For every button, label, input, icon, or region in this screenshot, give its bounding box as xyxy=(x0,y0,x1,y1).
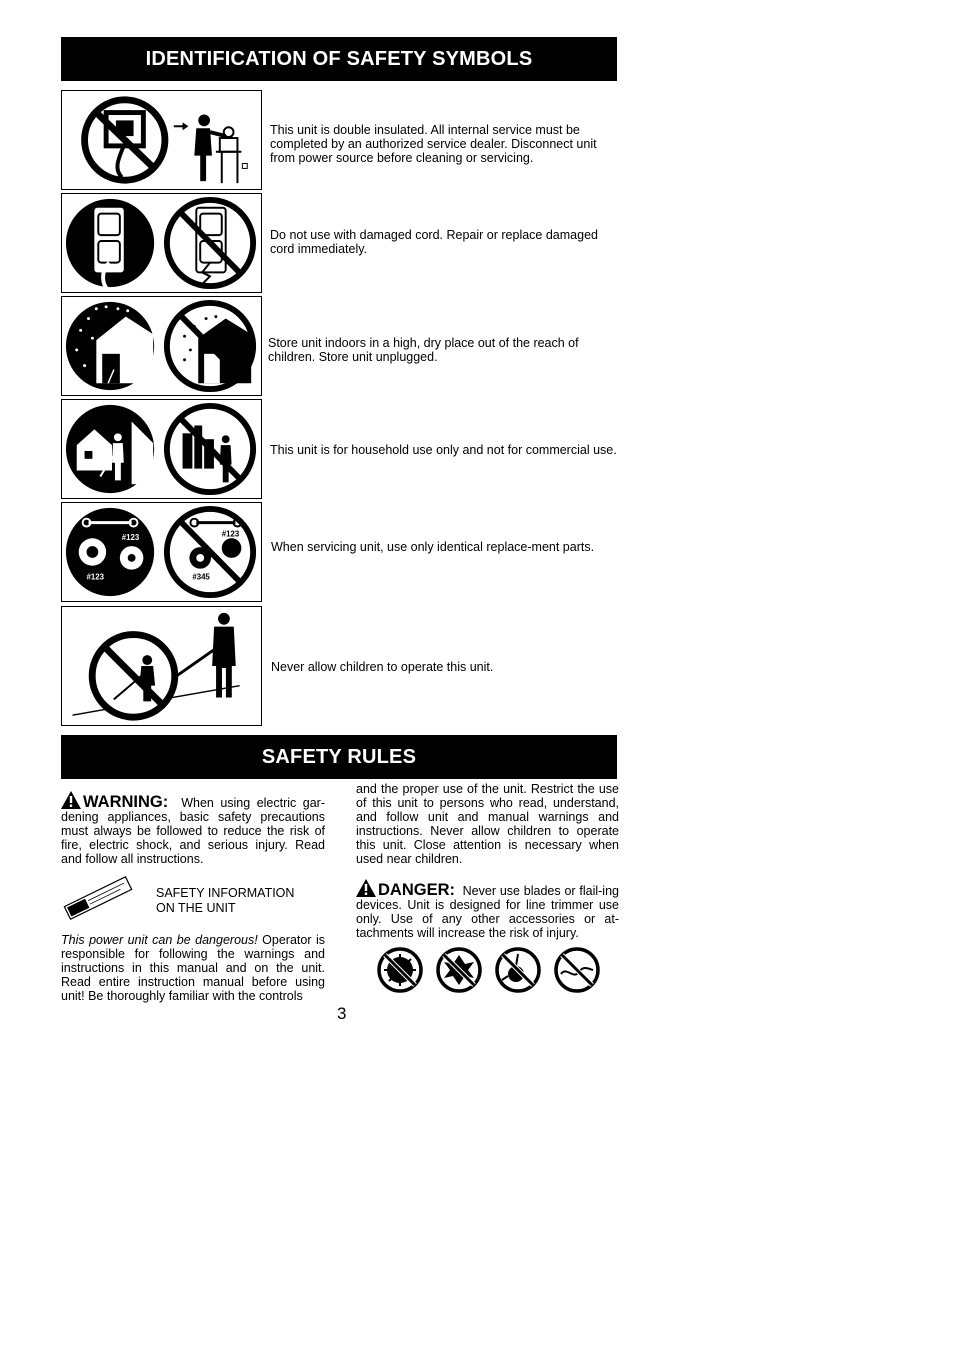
danger-label: DANGER: xyxy=(378,881,455,899)
symbol-text: When servicing unit, use only identical replace-ment parts. xyxy=(271,540,595,554)
alert-triangle-icon xyxy=(61,791,81,809)
part-number-label: #345 xyxy=(192,572,210,582)
no-brush-blade-icon xyxy=(435,946,483,994)
prohibited-attachments xyxy=(376,946,600,996)
symbol-text: This unit is double insulated. All internal service must be completed by an authorized service dealer. Disconnect unit from power source before cleaning or servicing. xyxy=(270,123,597,165)
part-number-label: #123 xyxy=(221,529,240,539)
household-use-icon xyxy=(61,399,262,499)
symbol-text: Do not use with damaged cord. Repair or replace damaged cord immediately. xyxy=(270,228,598,256)
danger-text: Never use blades or flail-ing devices. Unit is designed for line trimmer use only. Use of any other accessories or at-tachments will increase the risk of injury. xyxy=(356,884,619,940)
continuation-paragraph xyxy=(356,782,619,866)
safety-rules-title: SAFETY RULES xyxy=(61,735,617,779)
damaged-cord-icon xyxy=(61,193,262,293)
alert-triangle-icon xyxy=(356,879,376,897)
symbol-text: Store unit indoors in a high, dry place out of the reach of children. Store unit unplugged. xyxy=(268,336,579,364)
symbols-section-title: IDENTIFICATION OF SAFETY SYMBOLS xyxy=(61,37,617,81)
symbol-text: This unit is for household use only and not for commercial use. xyxy=(270,443,617,457)
dangerous-text: Operator is responsible for following the warnings and instructions in this manual and on the unit. Read entire instruction manual before using unit! Be thoroughly familiar with the controls xyxy=(61,933,325,1003)
part-number-label: #123 xyxy=(121,533,140,543)
no-flail-icon xyxy=(494,946,542,994)
dangerous-italic: This power unit can be dangerous! xyxy=(61,933,258,947)
warning-label-decal-icon xyxy=(62,876,134,920)
dangerous-paragraph xyxy=(61,933,325,1003)
safety-info-line: ON THE UNIT xyxy=(156,901,236,915)
safety-info-caption xyxy=(156,886,326,916)
warning-paragraph xyxy=(61,791,325,866)
store-indoors-icon xyxy=(61,296,262,396)
no-saw-blade-icon xyxy=(376,946,424,994)
double-insulated-service-icon xyxy=(61,90,262,190)
symbol-text: Never allow children to operate this unit. xyxy=(271,660,494,674)
danger-paragraph xyxy=(356,879,619,940)
part-number-label: #123 xyxy=(86,572,104,582)
identical-parts-icon xyxy=(61,502,262,602)
no-children-icon xyxy=(61,606,262,726)
warning-text: When using electric gar-dening appliances, basic safety precautions must always be followed to reduce the risk of fire, electric shock, and serious injury. Read and follow all instructions. xyxy=(61,796,325,866)
no-chain-icon xyxy=(553,946,601,994)
warning-label: WARNING: xyxy=(83,793,169,811)
page-number: 3 xyxy=(337,1004,347,1023)
safety-info-line: SAFETY INFORMATION xyxy=(156,886,295,900)
continuation-text: and the proper use of the unit. Restrict the use of this unit to persons who read, understand, and follow unit and manual warnings and instructions. Never allow children to operate this unit. Close attention is necessary when used near children. xyxy=(356,782,619,866)
